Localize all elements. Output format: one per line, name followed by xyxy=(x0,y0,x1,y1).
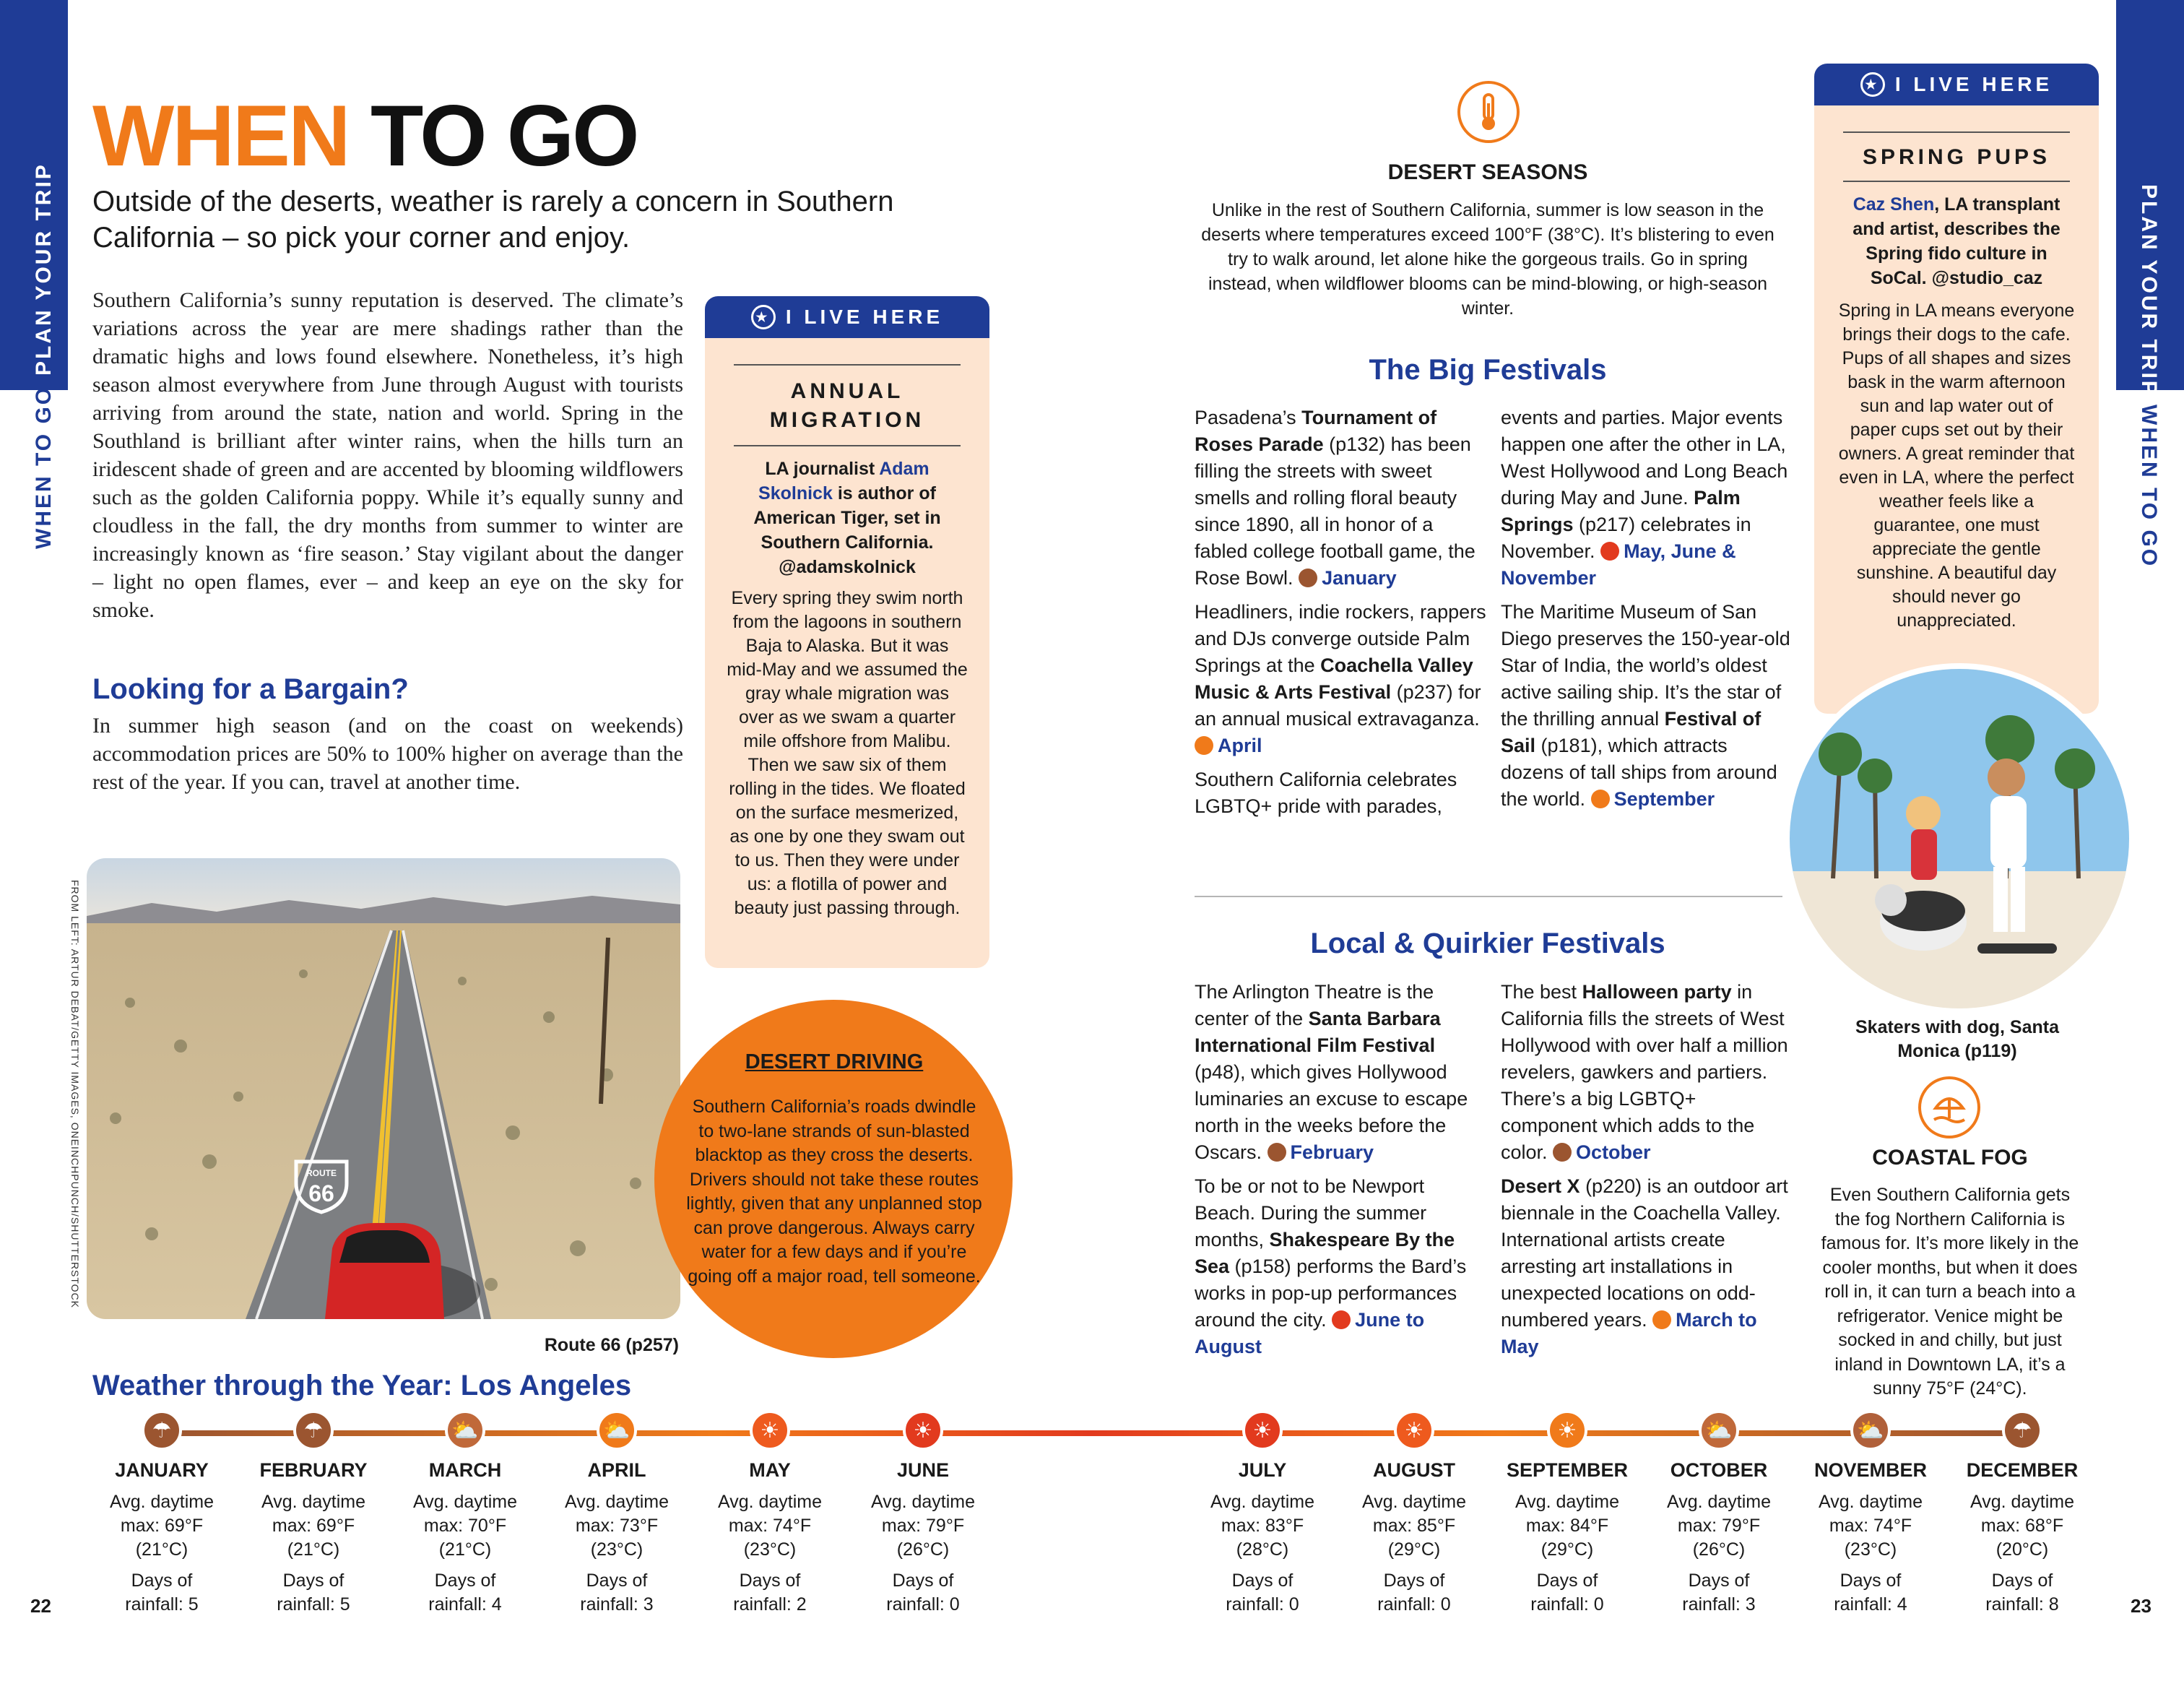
coastal-fog-title: COASTAL FOG xyxy=(1872,1146,2028,1170)
partly-cloudy-icon: ⛅ xyxy=(597,1410,637,1451)
rainfall-days: Days of rainfall: 5 xyxy=(125,1570,199,1615)
card-title: SPRING PUPS xyxy=(1862,145,2051,169)
card-lede xyxy=(1836,192,2077,290)
i-live-here-card-migration xyxy=(705,296,989,968)
weather-month-february xyxy=(248,1410,378,1617)
weather-month-april xyxy=(552,1410,682,1617)
weather-month-july xyxy=(1197,1410,1327,1617)
right-tab-when-label: WHEN TO GO xyxy=(2137,405,2161,569)
rainfall-days: Days of rainfall: 3 xyxy=(580,1570,654,1615)
card-lede-prefix: LA journalist xyxy=(765,459,880,479)
page-number-right: 23 xyxy=(2131,1595,2152,1617)
beach-umbrella-icon xyxy=(1918,1076,1980,1138)
photo-credit: FROM LEFT: ARTUR DEBAT/GETTY IMAGES, ONEINCHPUNCH/SHUTTERSTOCK xyxy=(69,880,81,1309)
sun-icon: ☀ xyxy=(1394,1410,1434,1451)
festival-pride-end: events and parties. Major events happen one after the other in LA, West Hollywood and Long Beach during May and June. Palm Springs (p217) celebrates in November. May, June & November xyxy=(1501,407,1788,589)
right-tab-plan-label: PLAN YOUR TRIP xyxy=(2137,184,2161,397)
card-header-label: I LIVE HERE xyxy=(785,306,944,328)
month-name: MARCH xyxy=(428,1459,502,1481)
partly-sunny-tag-icon xyxy=(1195,736,1213,755)
festival-halloween: The best Halloween party in California fills the streets of West Hollywood with over half a million revelers, gawkers and partiers. There’s a big LGBTQ+ component which adds to the color. October xyxy=(1501,981,1788,1163)
desert-seasons-text: Unlike in the rest of Southern California, summer is low season in the deserts where temperatures exceed 100°F (38°C). It’s blistering to even try to walk around, let alone hike the gorgeous trails. Go in spring instead, when wildflower blooms can be mind-blowing, or high-season winter. xyxy=(1201,200,1774,319)
title-word-to-go: TO GO xyxy=(370,87,638,184)
rainfall-days: Days of rainfall: 0 xyxy=(1530,1570,1604,1615)
skaters-dog-caption: Skaters with dog, Santa Monica (p119) xyxy=(1855,1017,2059,1061)
weather-month-may xyxy=(705,1410,835,1617)
rainfall-days: Days of rainfall: 2 xyxy=(733,1570,807,1615)
month-name: FEBRUARY xyxy=(259,1459,368,1481)
card-header xyxy=(1814,64,2099,105)
card-lede-rest: is author of American Tiger, set in Southern California. @adamskolnick xyxy=(753,483,941,577)
rainfall-days: Days of rainfall: 4 xyxy=(428,1570,502,1615)
avg-temp: Avg. daytime max: 69°F (21°C) xyxy=(261,1492,366,1560)
sun-icon: ☀ xyxy=(750,1410,790,1451)
page-number-left: 22 xyxy=(30,1595,51,1617)
avg-temp: Avg. daytime max: 68°F (20°C) xyxy=(1970,1492,2075,1560)
location-badge-icon: ★ xyxy=(751,305,776,329)
card-lede-rest: , LA transplant and artist, describes the Spring fido culture in SoCal. @studio_caz xyxy=(1852,194,2060,288)
avg-temp: Avg. daytime max: 85°F (29°C) xyxy=(1361,1492,1467,1560)
month-name: AUGUST xyxy=(1373,1459,1455,1481)
partly-cloudy-icon: ⛅ xyxy=(445,1410,485,1451)
weather-month-october xyxy=(1654,1410,1784,1617)
skaters-dog-photo xyxy=(1784,663,2135,1014)
card-body: Spring in LA means everyone brings their dogs to the cafe. Pups of all shapes and sizes bask in the warm afternoon sun and lap water out of paper cups set out by their owners. A great reminder that even in LA, where the perfect weather feels like a guarantee, one must appreciate the gentle sunshine. A beautiful day should never go unappreciated. xyxy=(1838,301,2075,631)
month-name: APRIL xyxy=(587,1459,646,1481)
festival-of-sail: The Maritime Museum of San Diego preserves the 150-year-old Star of India, the world’s oldest active sailing ship. It’s the star of the thrilling annual Festival of Sail (p181), which attracts dozens of tall ships from around the world. September xyxy=(1501,601,1790,810)
avg-temp: Avg. daytime max: 74°F (23°C) xyxy=(717,1492,823,1560)
festival-pride-start: Southern California celebrates LGBTQ+ pride with parades, xyxy=(1195,769,1457,817)
avg-temp: Avg. daytime max: 79°F (26°C) xyxy=(1666,1492,1772,1560)
weather-month-december xyxy=(1957,1410,2087,1617)
sun-tag-icon xyxy=(1600,542,1619,561)
big-festivals-heading: The Big Festivals xyxy=(1369,354,1607,386)
rain-cloud-icon: ☂ xyxy=(142,1410,182,1451)
big-festivals-col1 xyxy=(1195,405,1486,820)
desert-seasons-title: DESERT SEASONS xyxy=(1387,160,1588,184)
left-tab-when-label: WHEN TO GO xyxy=(32,385,56,549)
avg-temp: Avg. daytime max: 74°F (23°C) xyxy=(1818,1492,1923,1560)
weather-month-august xyxy=(1349,1410,1479,1617)
card-divider-top xyxy=(734,364,961,366)
sun-tag-icon xyxy=(1332,1310,1351,1329)
local-festivals-col2 xyxy=(1501,979,1793,1360)
festival-shakespeare: To be or not to be Newport Beach. During the summer months, Shakespeare By the Sea (p158) performs the Bard’s works in pop-up performances around the city. June to August xyxy=(1195,1175,1467,1357)
rainfall-days: Days of rainfall: 3 xyxy=(1682,1570,1756,1615)
avg-temp: Avg. daytime max: 70°F (21°C) xyxy=(412,1492,518,1560)
page-title xyxy=(92,87,638,184)
card-divider-bottom xyxy=(734,445,961,446)
partly-sunny-tag-icon xyxy=(1652,1310,1671,1329)
author-name: Adam Skolnick xyxy=(758,459,930,504)
avg-temp: Avg. daytime max: 79°F (26°C) xyxy=(870,1492,976,1560)
route-66-caption: Route 66 (p257) xyxy=(544,1335,679,1355)
month-name: OCTOBER xyxy=(1670,1459,1768,1481)
rain-cloud-icon: ☂ xyxy=(2002,1410,2042,1451)
avg-temp: Avg. daytime max: 83°F (28°C) xyxy=(1210,1492,1315,1560)
sun-tag-icon xyxy=(1591,790,1610,808)
festival-desert-x: Desert X (p220) is an outdoor art biennale in the Coachella Valley. International artists create arresting art installations in unexpected locations on odd-numbered years. March to May xyxy=(1501,1175,1788,1357)
festival-rose-parade: Pasadena’s Tournament of Roses Parade (p132) has been filling the streets with sweet smells and rolling floral beauty since 1890, all in honor of a fabled college football game, the Rose Bowl. January xyxy=(1195,407,1476,589)
month-name: JUNE xyxy=(896,1459,950,1481)
partly-cloudy-icon: ⛅ xyxy=(1850,1410,1891,1451)
section-divider xyxy=(1195,896,1782,897)
avg-temp: Avg. daytime max: 73°F (23°C) xyxy=(564,1492,670,1560)
thermometer-icon xyxy=(1457,81,1520,143)
month-name: DECEMBER xyxy=(1966,1459,2079,1481)
author-name: Caz Shen xyxy=(1852,194,1935,215)
partly-cloudy-tag-icon xyxy=(1268,1143,1286,1162)
card-lede xyxy=(727,457,968,579)
desert-driving-title: DESERT DRIVING xyxy=(745,1050,924,1073)
main-body-text: Southern California’s sunny reputation is deserved. The climate’s variations across the year are mere shadings rather than the dramatic highs and lows found elsewhere. Nonetheless, it’s high season almost everywhere from June through August with tourists arriving from around the state, nation and world. Spring in the Southland is brilliant after winter rains, when the hills turn an iridescent shade of green and are accented by blooming wildflowers such as the golden California poppy. While it’s equally sunny and cloudless in the fall, the dry months from summer to winter are increasingly known as ‘fire season.’ Stay vigilant about the danger – light no open flames, ever – and keep an eye on the sky for smoke. xyxy=(92,288,683,622)
road-sign-route-label: ROUTE xyxy=(306,1168,337,1178)
card-body: Every spring they swim north from the lagoons in southern Baja to Alaska. But it was mid-May and we assumed the gray whale migration was over as we swam a quarter mile offshore from Malibu. Then we saw six of them rolling in the tides. We floated on the surface mesmerized, as one by one they swam out to us. Then they were under us: a flotilla of power and beauty just passing through. xyxy=(727,588,968,918)
weather-heading: Weather through the Year: Los Angeles xyxy=(92,1370,632,1401)
left-tab-plan-label: PLAN YOUR TRIP xyxy=(32,163,56,376)
intro-text: Outside of the deserts, weather is rarely a concern in Southern California – so pick your corner and enjoy. xyxy=(92,186,894,254)
weather-month-january xyxy=(97,1410,227,1617)
big-festivals-col2 xyxy=(1501,405,1793,813)
partly-cloudy-icon: ⛅ xyxy=(1699,1410,1739,1451)
cloud-tag-icon xyxy=(1299,569,1317,587)
sun-icon: ☀ xyxy=(1242,1410,1283,1451)
desert-driving-text: Southern California’s roads dwindle to two-lane strands of sun-blasted blacktop as they cross the deserts. Drivers should not take these routes lightly, given that any unplanned stop can prove dangerous. Always carry water for a few days and if you’re going off a major road, tell someone. xyxy=(686,1097,982,1287)
avg-temp: Avg. daytime max: 84°F (29°C) xyxy=(1514,1492,1620,1560)
desert-road-image xyxy=(87,858,680,1319)
local-festivals-heading: Local & Quirkier Festivals xyxy=(1310,928,1665,959)
card-title: ANNUAL MIGRATION xyxy=(769,379,925,432)
beach-scene-image xyxy=(1790,669,2129,1008)
month-name: MAY xyxy=(749,1459,791,1481)
festival-santa-barbara: The Arlington Theatre is the center of the Santa Barbara International Film Festival (p48), which gives Hollywood luminaries an excuse to escape north in the weeks before the Oscars. February xyxy=(1195,981,1468,1163)
rain-cloud-icon: ☂ xyxy=(293,1410,334,1451)
festival-coachella: Headliners, indie rockers, rappers and DJs converge outside Palm Springs at the Coachella Valley Music & Arts Festival (p237) for an annual musical extravaganza. April xyxy=(1195,601,1486,756)
local-festivals-col1 xyxy=(1195,979,1486,1360)
location-badge-icon: ★ xyxy=(1860,72,1885,97)
card-divider-bottom xyxy=(1843,181,2070,182)
weather-month-march xyxy=(400,1410,530,1617)
month-name: JANUARY xyxy=(115,1459,209,1481)
rainfall-days: Days of rainfall: 0 xyxy=(886,1570,960,1615)
avg-temp: Avg. daytime max: 69°F (21°C) xyxy=(109,1492,214,1560)
rainfall-days: Days of rainfall: 5 xyxy=(277,1570,350,1615)
title-word-when: WHEN xyxy=(92,87,349,184)
rainfall-days: Days of rainfall: 8 xyxy=(1985,1570,2059,1615)
rainfall-days: Days of rainfall: 0 xyxy=(1377,1570,1451,1615)
sun-icon: ☀ xyxy=(1547,1410,1587,1451)
card-divider-top xyxy=(1843,131,2070,133)
road-sign-number: 66 xyxy=(308,1180,334,1206)
partly-cloudy-tag-icon xyxy=(1553,1143,1572,1162)
rainfall-days: Days of rainfall: 0 xyxy=(1226,1570,1299,1615)
month-name: SEPTEMBER xyxy=(1506,1459,1629,1481)
route-66-photo xyxy=(87,858,680,1319)
coastal-fog-text: Even Southern California gets the fog Northern California is famous for. It’s more likely in the cooler months, but when it does roll in, it can turn a beach into a refrigerator. Venice might be socked in and chilly, but just inland in Downtown LA, it’s a sunny 75°F (24°C). xyxy=(1821,1185,2079,1399)
card-header xyxy=(705,296,989,338)
sun-icon: ☀ xyxy=(903,1410,943,1451)
bargain-heading: Looking for a Bargain? xyxy=(92,673,409,705)
rainfall-days: Days of rainfall: 4 xyxy=(1834,1570,1907,1615)
card-header-label: I LIVE HERE xyxy=(1894,73,2053,95)
i-live-here-card-spring-pups xyxy=(1814,64,2099,714)
month-name: NOVEMBER xyxy=(1814,1459,1927,1481)
weather-month-june xyxy=(858,1410,988,1617)
weather-month-september xyxy=(1502,1410,1632,1617)
month-name: JULY xyxy=(1238,1459,1287,1481)
bargain-text: In summer high season (and on the coast on weekends) accommodation prices are 50% to 100% higher on average than the rest of the year. If you can, travel at another time. xyxy=(92,714,683,794)
weather-month-november xyxy=(1806,1410,1936,1617)
